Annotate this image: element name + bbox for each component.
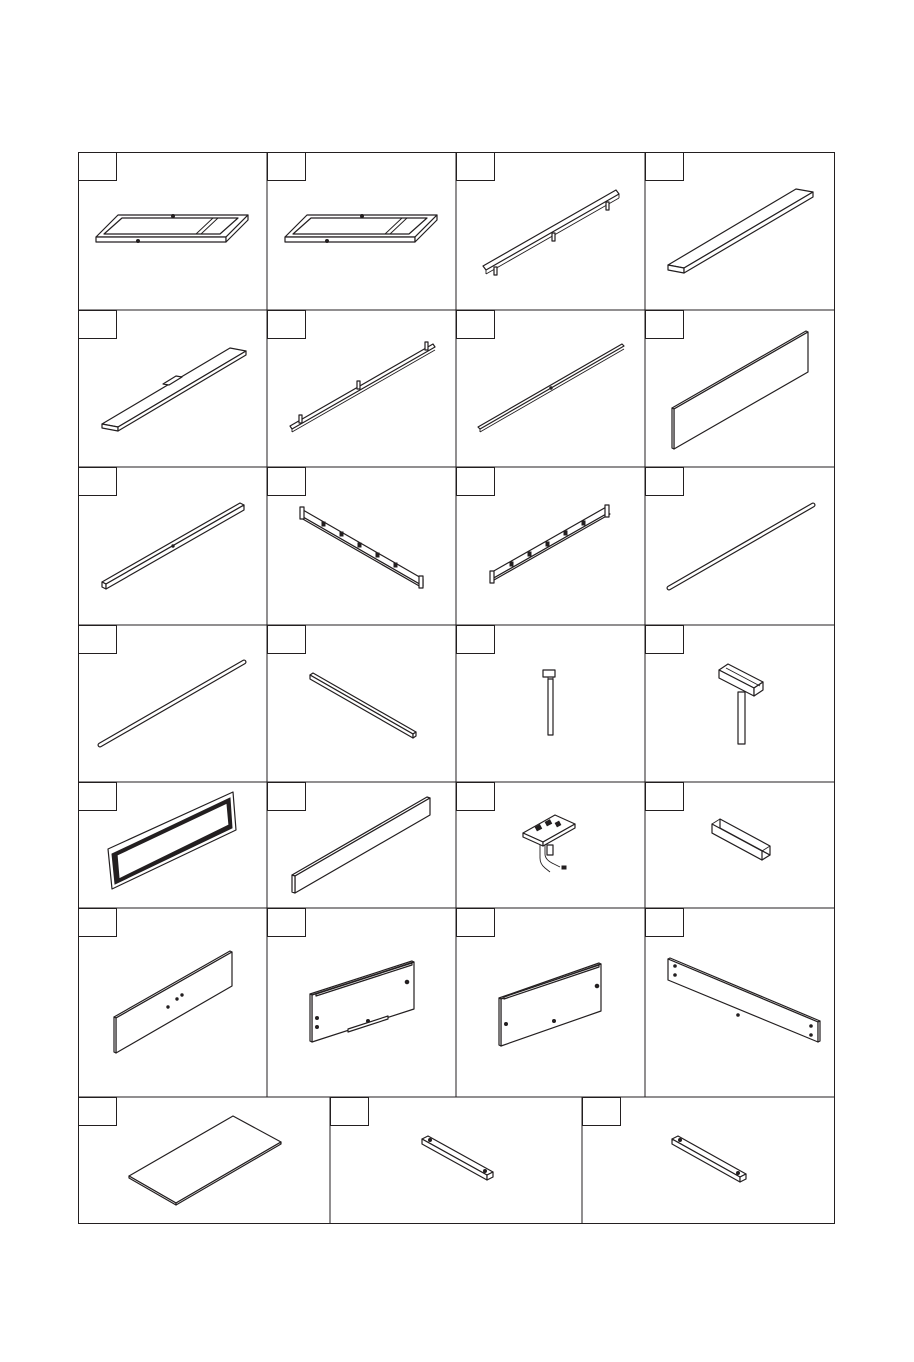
flat-bar-icon — [422, 1136, 493, 1180]
part-cell — [583, 1098, 747, 1183]
rod-icon — [669, 505, 813, 588]
post-with-bracket-icon — [719, 664, 763, 744]
rectangular-frame-icon — [96, 215, 248, 243]
plank-icon — [668, 189, 813, 273]
part-cell — [457, 783, 576, 873]
slotted-bracket-icon — [300, 507, 423, 588]
part-cell — [79, 909, 233, 1054]
slotted-bracket-icon — [490, 505, 610, 583]
part-cell — [646, 311, 809, 450]
part-cell — [646, 153, 814, 274]
part-cell — [268, 153, 438, 243]
part-cell — [646, 909, 821, 1043]
part-cell — [268, 909, 415, 1043]
part-cell — [457, 468, 611, 584]
part-cell — [79, 626, 245, 746]
part-cell — [646, 626, 764, 745]
rail-with-pegs-icon — [483, 190, 619, 275]
rail-with-pegs-icon — [290, 342, 435, 432]
part-cell — [268, 783, 431, 894]
square-tube-icon — [102, 503, 244, 589]
framed-panel-icon — [108, 792, 236, 889]
part-cell — [268, 311, 436, 433]
part-cell — [457, 909, 602, 1047]
drawer-side-icon — [499, 963, 601, 1046]
part-cell — [331, 1098, 494, 1181]
panel-with-holes-icon — [114, 951, 232, 1053]
board-icon — [292, 797, 430, 893]
part-cell — [457, 311, 625, 433]
part-cell — [79, 1098, 282, 1206]
part-cell — [457, 153, 620, 276]
rectangular-frame-icon — [285, 215, 437, 243]
part-cell — [268, 626, 417, 739]
square-bar-icon — [310, 673, 416, 738]
long-panel-icon — [668, 958, 820, 1042]
part-cell — [646, 783, 771, 861]
power-outlet-icon — [523, 815, 575, 872]
part-cell — [457, 626, 556, 736]
drawer-side-icon — [310, 961, 414, 1042]
u-channel-icon — [712, 819, 770, 860]
plank-with-grommet-icon — [102, 348, 246, 431]
part-cell — [79, 153, 249, 243]
tabletop-icon — [129, 1116, 281, 1205]
part-cell — [268, 468, 424, 589]
part-cell — [79, 468, 245, 590]
panel-icon — [672, 331, 808, 449]
thin-rail-icon — [478, 344, 624, 432]
part-cell — [79, 311, 247, 432]
part-cell — [79, 783, 237, 890]
flat-bar-icon — [672, 1136, 746, 1182]
post-icon — [543, 670, 555, 735]
part-cell — [646, 468, 814, 589]
parts-sheet — [78, 152, 835, 1224]
rod-icon — [100, 662, 244, 745]
parts-grid — [78, 152, 835, 1224]
